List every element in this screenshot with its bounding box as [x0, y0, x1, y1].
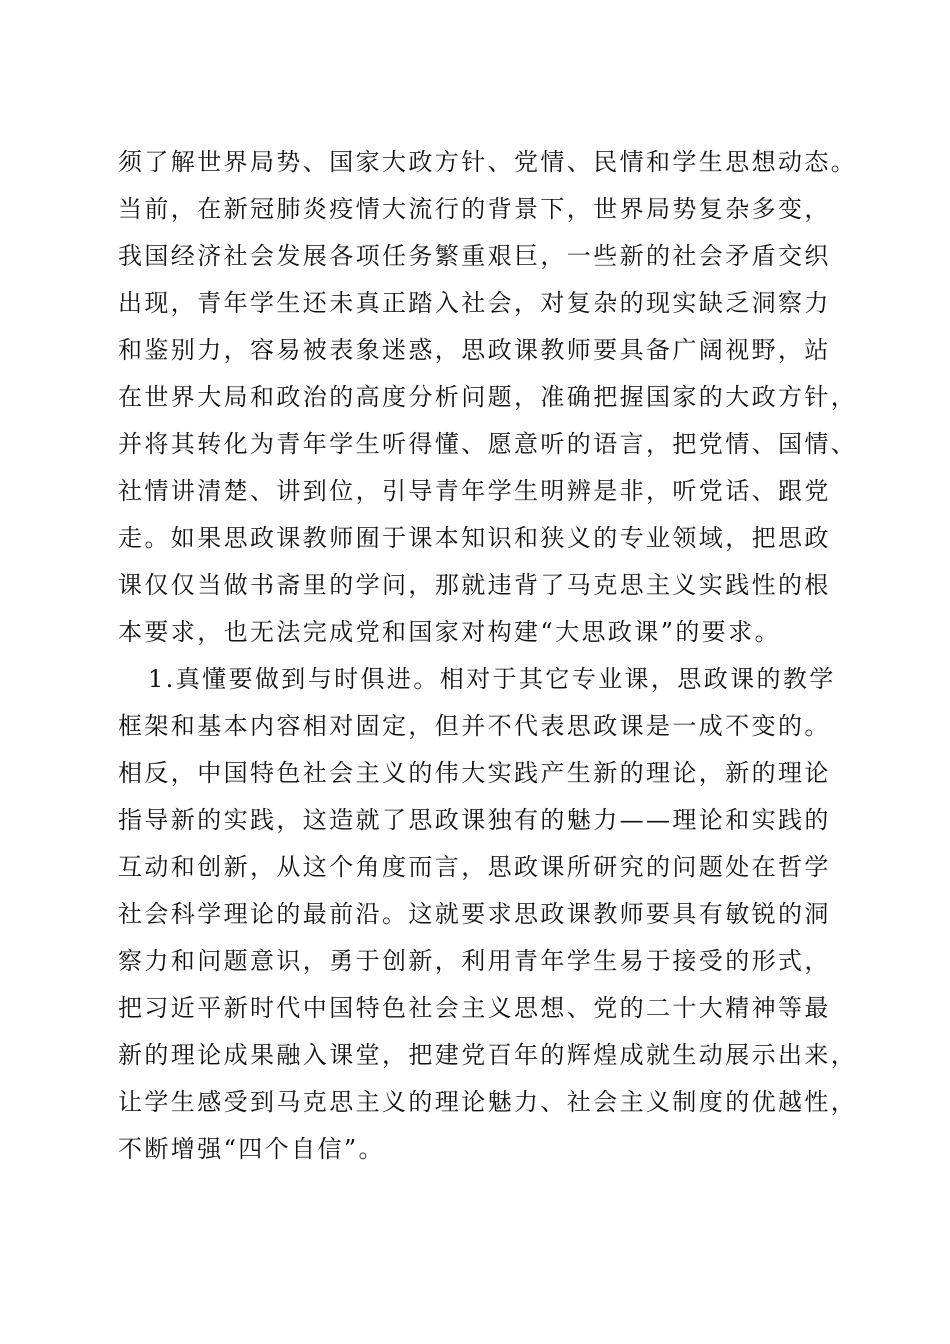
- text-line: 社会科学理论的最前沿。这就要求思政课教师要具有敏锐的洞: [118, 900, 831, 928]
- text-line: 我国经济社会发展各项任务繁重艰巨，一些新的社会矛盾交织: [118, 242, 831, 270]
- text-line: 须了解世界局势、国家大政方针、党情、民情和学生思想动态。: [118, 148, 858, 176]
- text-line: 并将其转化为青年学生听得懂、愿意听的语言，把党情、国情、: [118, 430, 858, 458]
- document-body: [118, 139, 858, 1173]
- text-line: 本要求，也无法完成党和国家对构建“大思政课”的要求。: [118, 618, 781, 646]
- text-line: 当前，在新冠肺炎疫情大流行的背景下，世界局势复杂多变，: [118, 195, 831, 223]
- text-line: 社情讲清楚、讲到位，引导青年学生明辨是非，听党话、跟党: [118, 477, 831, 505]
- text-line: 框架和基本内容相对固定，但并不代表思政课是一成不变的。: [118, 712, 831, 740]
- text-line: 出现，青年学生还未真正踏入社会，对复杂的现实缺乏洞察力: [118, 289, 831, 317]
- text-line: 走。如果思政课教师囿于课本知识和狭义的专业领域，把思政: [118, 524, 831, 552]
- text-line: 课仅仅当做书斋里的学问，那就违背了马克思主义实践性的根: [118, 571, 831, 599]
- text-line: 察力和问题意识，勇于创新，利用青年学生易于接受的形式，: [118, 947, 831, 975]
- text-line: 让学生感受到马克思主义的理论魅力、社会主义制度的优越性，: [118, 1088, 858, 1116]
- section-heading-line: 1.真懂要做到与时俱进。相对于其它专业课，思政课的教学: [148, 665, 836, 693]
- text-line: 在世界大局和政治的高度分析问题，准确把握国家的大政方针，: [118, 383, 858, 411]
- text-line: 指导新的实践，这造就了思政课独有的魅力——理论和实践的: [118, 806, 831, 834]
- text-line: 不断增强“四个自信”。: [118, 1135, 385, 1163]
- text-line: 把习近平新时代中国特色社会主义思想、党的二十大精神等最: [118, 994, 831, 1022]
- text-line: 互动和创新，从这个角度而言，思政课所研究的问题处在哲学: [118, 853, 831, 881]
- text-line: 相反，中国特色社会主义的伟大实践产生新的理论，新的理论: [118, 759, 831, 787]
- text-line: 和鉴别力，容易被表象迷惑，思政课教师要具备广阔视野，站: [118, 336, 831, 364]
- text-line: 新的理论成果融入课堂，把建党百年的辉煌成就生动展示出来，: [118, 1041, 858, 1069]
